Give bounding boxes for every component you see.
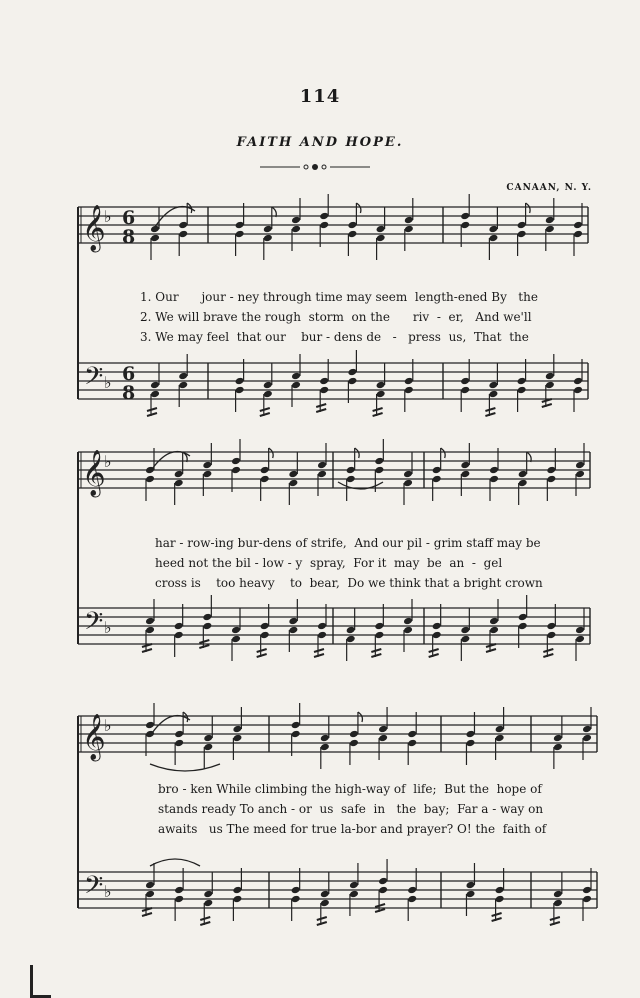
- beam-mark: [371, 654, 381, 657]
- beam-mark: [317, 917, 327, 920]
- page-number: 114: [299, 86, 341, 107]
- beam-mark: [257, 649, 267, 652]
- flat-sign: ♭: [104, 207, 112, 226]
- note-flag: [355, 448, 360, 458]
- treble-clef: 𝄞: [82, 714, 106, 760]
- beam-mark: [486, 649, 496, 652]
- note-flag: [269, 448, 274, 458]
- beam-mark: [492, 913, 502, 916]
- beam-mark: [543, 654, 553, 657]
- flat-sign: ♭: [104, 882, 112, 901]
- beam-mark: [199, 645, 209, 648]
- beam-mark: [550, 917, 560, 920]
- note-flag: [356, 203, 361, 213]
- beam-mark: [317, 922, 327, 925]
- note-flag: [358, 712, 363, 722]
- beam-mark: [542, 404, 552, 407]
- bass-clef: 𝄢: [84, 607, 104, 642]
- slur: [150, 716, 190, 736]
- page-corner-mark: [30, 965, 51, 998]
- flat-sign: ♭: [104, 373, 112, 392]
- beam-mark: [260, 413, 270, 416]
- beam-mark: [373, 408, 383, 411]
- slur: [150, 452, 190, 472]
- slur: [150, 764, 220, 771]
- time-signature-bottom: 8: [122, 226, 136, 248]
- bass-clef: 𝄢: [84, 871, 104, 906]
- beam-mark: [200, 917, 210, 920]
- flat-sign: ♭: [104, 618, 112, 637]
- beam-mark: [316, 409, 326, 412]
- system1-verse1: 1. Our jour - ney through time may seem length-ened By the: [140, 290, 538, 304]
- beam-mark: [147, 408, 157, 411]
- beam-mark: [257, 654, 267, 657]
- beam-mark: [316, 404, 326, 407]
- beam-mark: [260, 408, 270, 411]
- beam-mark: [371, 649, 381, 652]
- beam-mark: [199, 640, 209, 643]
- note-flag: [441, 448, 446, 458]
- treble-clef: 𝄞: [82, 450, 106, 496]
- time-signature-top: 6: [122, 363, 136, 385]
- beam-mark: [147, 413, 157, 416]
- beam-mark: [550, 922, 560, 925]
- beam-mark: [142, 649, 152, 652]
- treble-clef: 𝄞: [82, 205, 106, 251]
- slur: [150, 859, 200, 866]
- system1-verse2: 2. We will brave the rough storm on the riv - er, And we'll: [140, 310, 532, 324]
- beam-mark: [429, 654, 439, 657]
- system3-verse1: bro - ken While climbing the high-way of life; But the hope of: [158, 782, 542, 796]
- beam-mark: [375, 904, 385, 907]
- flat-sign: ♭: [104, 452, 112, 471]
- beam-mark: [314, 654, 324, 657]
- note-flag: [526, 203, 531, 213]
- bass-clef: 𝄢: [84, 362, 104, 397]
- system3-verse3: awaits us The meed for true la-bor and prayer? O! the faith of: [158, 822, 547, 836]
- time-signature-bottom: 8: [122, 382, 136, 404]
- time-signature-top: 6: [122, 207, 136, 229]
- system2-verse1: har - row-ing bur-dens of strife, And our pil - grim staff may be: [155, 536, 541, 550]
- system1-verse3: 3. We may feel that our bur - dens de - press us, That the: [140, 330, 529, 344]
- beam-mark: [429, 649, 439, 652]
- beam-mark: [314, 649, 324, 652]
- beam-mark: [373, 413, 383, 416]
- system2-verse3: cross is too heavy to bear, Do we think that a bright crown: [155, 576, 543, 590]
- beam-mark: [485, 408, 495, 411]
- hymn-title: FAITH AND HOPE.: [236, 135, 404, 150]
- beam-mark: [543, 649, 553, 652]
- flat-sign: ♭: [104, 716, 112, 735]
- beam-mark: [375, 909, 385, 912]
- system3-verse2: stands ready To anch - or us safe in the bay; Far a - way on: [158, 802, 544, 816]
- slur: [155, 207, 195, 227]
- system2-verse2: heed not the bil - low - y spray, For it may be an - gel: [155, 556, 503, 570]
- beam-mark: [485, 413, 495, 416]
- beam-mark: [142, 913, 152, 916]
- beam-mark: [200, 922, 210, 925]
- beam-mark: [492, 918, 502, 921]
- composer-location: CANAAN, N. Y.: [506, 183, 592, 193]
